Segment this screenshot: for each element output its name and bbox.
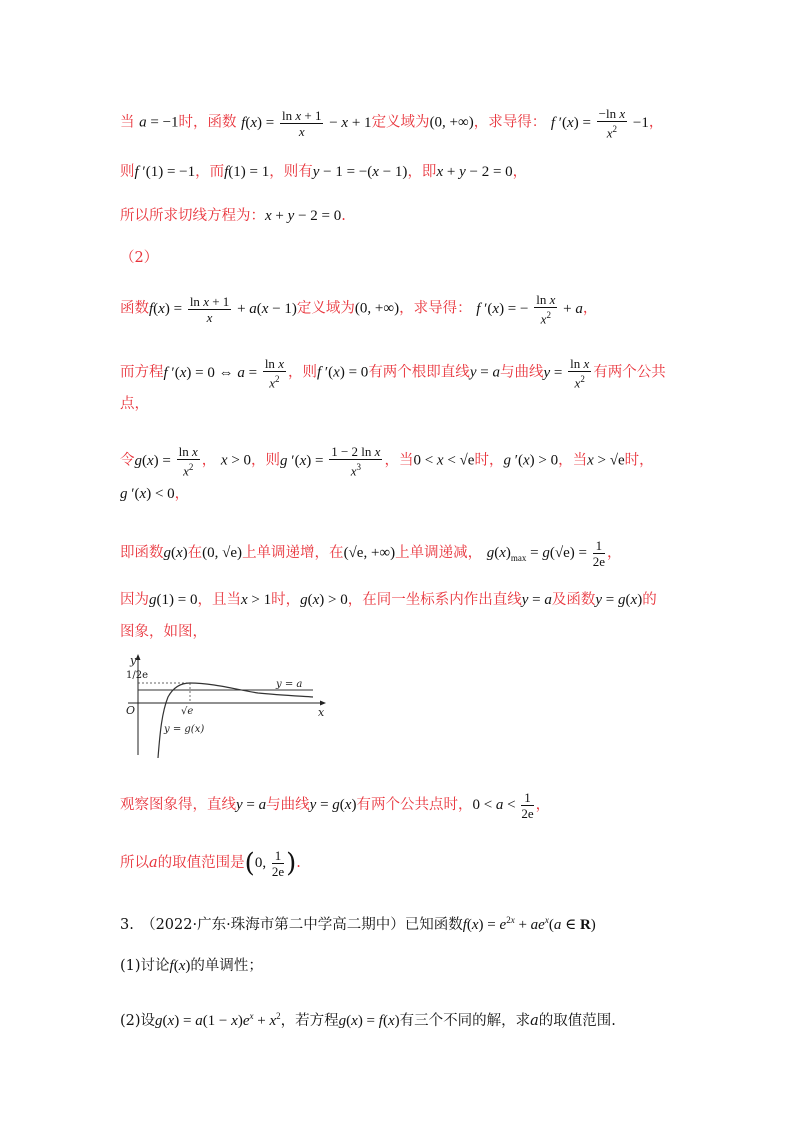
solution-line-8: 即函数g(x)在(0, √e)上单调递增，在(√e, +∞)上单调递减， $g(x)_{max} = g(√e)$ = $\frac{1}{2e}$ ， bbox=[120, 538, 622, 569]
function-graph bbox=[118, 652, 333, 762]
curve-g bbox=[158, 683, 313, 758]
x-axis-label: x bbox=[318, 706, 325, 719]
x-axis-arrow bbox=[320, 701, 326, 706]
solution-line-5: 函数f(x) = $\frac{\text{ln x + 1}}{x}$ + a(x − 1)定义域为(0, +∞)，求导得： f ′(x) = − $\frac{\text{ln x}}{x^2}$ + a， bbox=[120, 292, 598, 327]
math-a-eq-neg1: a = −1 bbox=[139, 114, 179, 131]
solution-line-11: 所以a的取值范围是(0, $\frac{1}{2e}$ ). bbox=[120, 848, 301, 879]
question-3: 3. （2022·广东·珠海市第二中学高二期中）已知函数$f(x) = e^{2x} + ae^x(a$ ∈ R) bbox=[120, 915, 596, 933]
math-f-def: f(x) = $\frac{\text{ln x + 1}}{x}$ − x + 1 bbox=[241, 107, 372, 139]
y-axis-arrow bbox=[136, 654, 141, 660]
solution-line-7b: g ′(x) < 0， bbox=[120, 486, 190, 502]
solution-line-1: 当 a = −1时，函数 f(x) = $\frac{\text{ln x + 1}}{x}$ − x + 1定义域为(0, +∞)，求导得： f ′(x) = $\frac{\text{−ln x}}{x^2}$ −1， bbox=[120, 106, 664, 141]
solution-line-10: 观察图象得，直线y = a与曲线y = g(x)有两个公共点时，0 < a < $\frac{1}{2e}$ ， bbox=[120, 790, 551, 821]
line-label: y = a bbox=[276, 679, 303, 690]
solution-line-9: 因为g(1) = 0，且当x > 1时，g(x) > 0，在同一坐标系内作出直线y = a及函数y = g(x)的 bbox=[120, 592, 657, 608]
part-2-label: （2） bbox=[120, 250, 159, 266]
tick-label-y: 1/2e bbox=[126, 670, 149, 681]
solution-line-3: 所以所求切线方程为：x + y − 2 = 0. bbox=[120, 208, 346, 224]
solution-line-6b: 点， bbox=[120, 396, 149, 412]
question-3-part-2: (2)设$g(x) = a(1 - x)e^x + x^2$，若方程g(x) = f(x)有三个不同的解，求a的取值范围. bbox=[120, 1011, 616, 1029]
solution-line-2: 则f ′(1) = −1，而f(1) = 1，则有y − 1 = −(x − 1)，即x + y − 2 = 0， bbox=[120, 164, 528, 180]
curve-label: y = g(x) bbox=[164, 724, 205, 735]
math-f-prime: f ′(x) = $\frac{\text{−ln x}}{x^2}$ −1 bbox=[550, 106, 649, 141]
solution-line-7: 令g(x) = $\frac{\text{ln x}}{x^2}$ ， x > 0，则g ′(x) = $\frac{\text{1 − 2 ln x}}{x^3}$ ，当0 < x < √e时，g ′(x) > 0，当x > √e时， bbox=[120, 444, 654, 479]
solution-line-6: 而方程f ′(x) = 0 ⇔ a = $\frac{\text{ln x}}{x^2}$ ，则f ′(x) = 0有两个根即直线y = a与曲线y = $\frac{\text{ln x}}{x^2}$ 有两个公共 bbox=[120, 356, 666, 391]
solution-line-9b: 图象，如图， bbox=[120, 624, 207, 640]
tick-label-x: √e bbox=[181, 706, 194, 717]
origin-label: O bbox=[126, 704, 136, 717]
y-axis-label: y bbox=[130, 654, 137, 667]
question-3-part-1: (1)讨论f(x)的单调性； bbox=[120, 958, 263, 974]
